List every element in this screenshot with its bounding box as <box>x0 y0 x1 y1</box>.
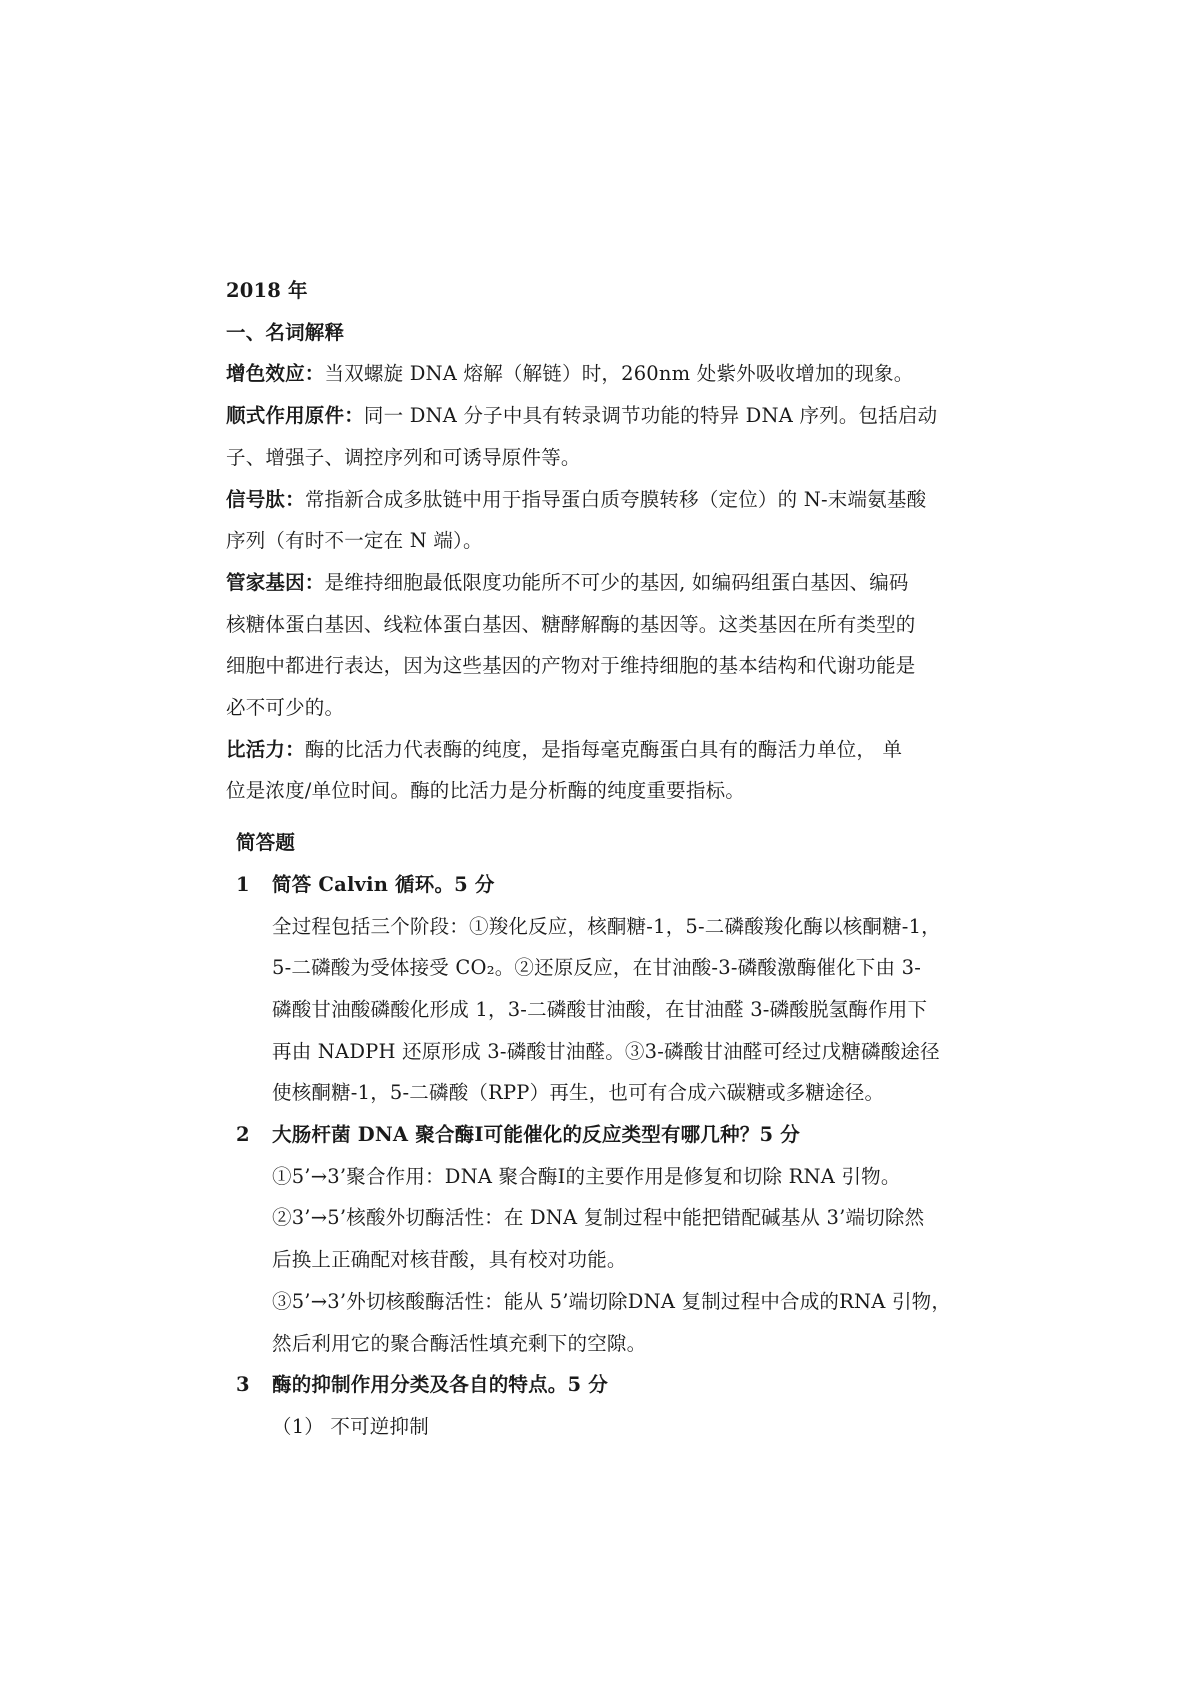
term-entry <box>226 729 986 771</box>
term-label: 增色效应： <box>226 362 325 386</box>
year-heading: 2018 年 <box>226 279 308 302</box>
term-definition-cont: 位是浓度/单位时间。酶的比活力是分析酶的纯度重要指标。 <box>226 779 745 803</box>
term-label: 管家基因： <box>226 570 325 594</box>
answer-line: ①5’→3’聚合作用：DNA 聚合酶Ⅰ的主要作用是修复和切除 RNA 引物。 <box>272 1164 901 1188</box>
term-entry <box>226 395 986 437</box>
question-title: 大肠杆菌 DNA 聚合酶Ⅰ可能催化的反应类型有哪几种？5 分 <box>272 1123 800 1147</box>
section-1-title: 一、名词解释 <box>226 320 345 344</box>
question-heading <box>226 864 986 906</box>
question-title: 简答 Calvin 循环。5 分 <box>272 872 495 896</box>
answer-line: ③5’→3’外切核酸酶活性：能从 5’端切除DNA 复制过程中合成的RNA 引物， <box>272 1289 952 1313</box>
term-definition-cont: 必不可少的。 <box>226 696 345 720</box>
question-title: 酶的抑制作用分类及各自的特点。5 分 <box>272 1373 608 1397</box>
term-entry <box>226 353 986 395</box>
term-definition: 酶的比活力代表酶的纯度，是指每毫克酶蛋白具有的酶活力单位， 单 <box>304 737 903 761</box>
term-entry <box>226 479 986 521</box>
term-definition: 是维持细胞最低限度功能所不可少的基因, 如编码组蛋白基因、编码 <box>324 570 909 594</box>
answer-line: ②3’→5’核酸外切酶活性：在 DNA 复制过程中能把错配碱基从 3’端切除然 <box>272 1206 925 1230</box>
answer-line: 全过程包括三个阶段：①羧化反应，核酮糖-1，5-二磷酸羧化酶以核酮糖-1， <box>272 914 941 938</box>
term-definition: 当双螺旋 DNA 熔解（解链）时，260nm 处紫外吸收增加的现象。 <box>324 362 914 386</box>
term-definition-cont: 细胞中都进行表达，因为这些基因的产物对于维持细胞的基本结构和代谢功能是 <box>226 654 916 678</box>
answer-line: 使核酮糖-1，5-二磷酸（RPP）再生，也可有合成六碳糖或多糖途径。 <box>272 1081 885 1105</box>
question-number: 2 <box>236 1123 250 1147</box>
term-label: 比活力： <box>226 737 305 761</box>
answer-line: 再由 NADPH 还原形成 3-磷酸甘油醛。③3-磷酸甘油醛可经过戊糖磷酸途径 <box>272 1039 940 1063</box>
question-number: 3 <box>236 1373 250 1397</box>
term-definition-cont: 序列（有时不一定在 N 端）。 <box>226 529 483 553</box>
document-page <box>226 270 986 1448</box>
term-label: 顺式作用原件： <box>226 404 364 428</box>
question-heading <box>226 1364 986 1406</box>
answer-line: 5-二磷酸为受体接受 CO₂。②还原反应，在甘油酸-3-磷酸激酶催化下由 3- <box>272 956 921 980</box>
answer-line: 然后利用它的聚合酶活性填充剩下的空隙。 <box>272 1331 647 1355</box>
term-definition-cont: 核糖体蛋白基因、线粒体蛋白基因、糖酵解酶的基因等。这类基因在所有类型的 <box>226 612 916 636</box>
term-entry <box>226 562 986 604</box>
term-label: 信号肽： <box>226 487 305 511</box>
answer-line: （1） 不可逆抑制 <box>272 1414 429 1438</box>
question-number: 1 <box>236 872 250 896</box>
term-definition: 同一 DNA 分子中具有转录调节功能的特异 DNA 序列。包括启动 <box>363 404 938 428</box>
term-definition: 常指新合成多肽链中用于指导蛋白质夸膜转移（定位）的 N-末端氨基酸 <box>304 487 927 511</box>
answer-line: 磷酸甘油酸磷酸化形成 1，3-二磷酸甘油酸，在甘油醛 3-磷酸脱氢酶作用下 <box>272 997 928 1021</box>
section-2-title: 简答题 <box>236 831 296 855</box>
question-heading <box>226 1114 986 1156</box>
answer-line: 后换上正确配对核苷酸，具有校对功能。 <box>272 1248 627 1272</box>
term-definition-cont: 子、增强子、调控序列和可诱导原件等。 <box>226 445 581 469</box>
